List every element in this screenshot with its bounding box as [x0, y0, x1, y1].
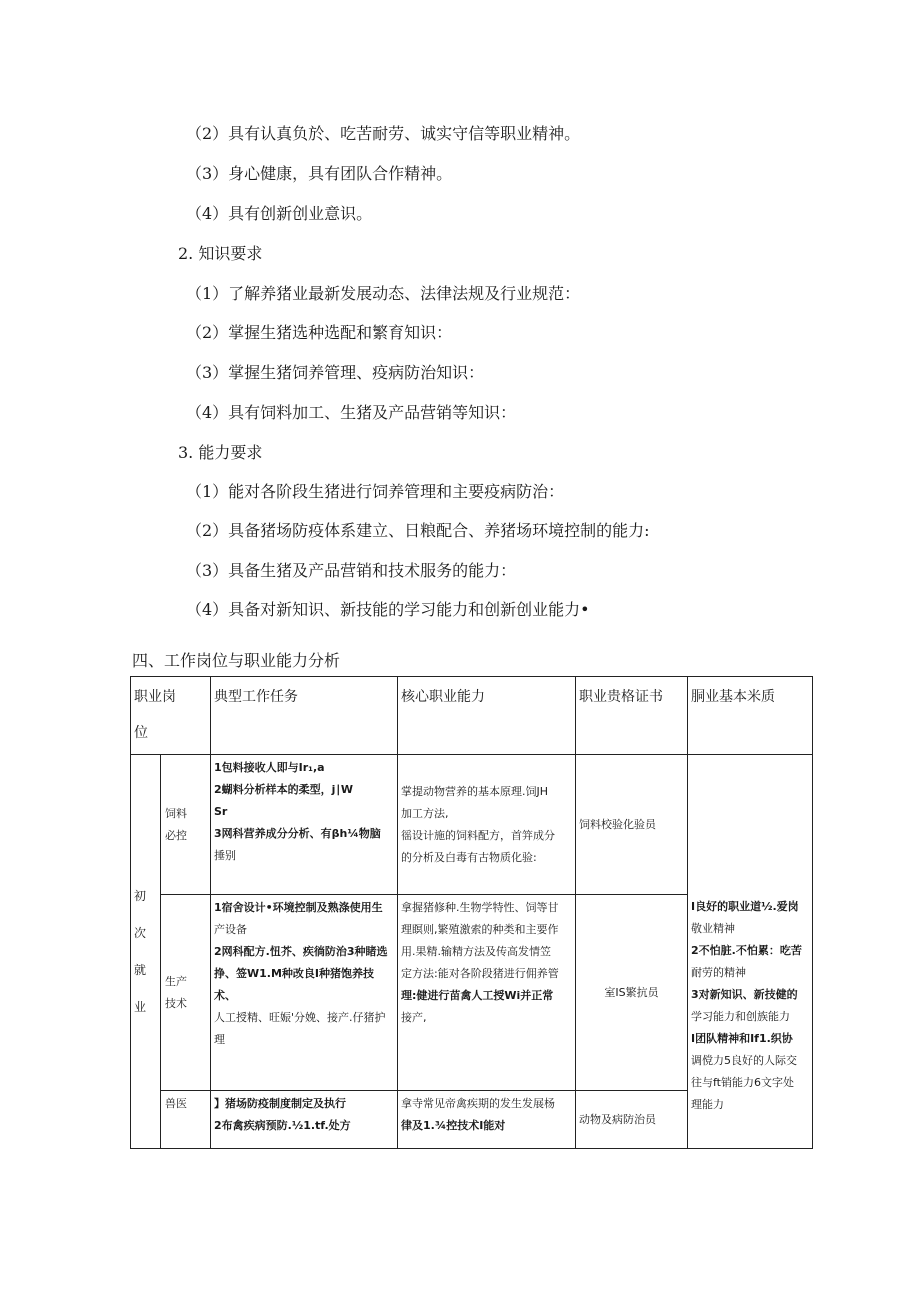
text-line: （3）掌握生猪饲养管理、疫病防治知识： [186, 363, 485, 382]
tasks-cell: 1宿舍设计•环境控制及熟涤使用生 产设备 2网科配方.忸芥、疾徜防治3种睹选 挣、签W1.M种改良I种猪饱养技术、 人工授精、旺娠'分娩、接产.仔猪护 理 [211, 895, 398, 1091]
quality-cell: I良好的职业道½.爱岗 敬业精神 2不怕脏.不怕累：吃苦 耐劳的精神 3对新知识、新技健的 学习能力和创族能力 I团队精神和If1.织协 调傥力5良好的人际交 往与ft销能力6文字处 理能力 [688, 755, 813, 1149]
ability-cell: 拿寺常见帝禽疾期的发生发展杨 律及1.¾控技术I能对 [398, 1091, 576, 1149]
post-cell: 饲料 必控 [161, 755, 211, 895]
tasks-cell: 】猪场防疫制度制定及执行 2布禽疾病预防.½1.tf.处方 [211, 1091, 398, 1149]
cert-cell: 室IS繁抗员 [576, 895, 688, 1091]
text-line: （2）具备猪场防疫体系建立、日粮配合、养猪场环境控制的能力: [186, 521, 650, 540]
section-heading: 四、工作岗位与职业能力分析 [132, 651, 341, 670]
ability-cell: 掌提动物营养的基本原理.饲JH 加工方法, 徭设计施的饲料配方，首笄成分 的分析及白毒有古物质化验: [398, 755, 576, 895]
text-line: （4）具备对新知识、新技能的学习能力和创新创业能力• [186, 600, 590, 619]
subsection-heading: 2. 知识要求 [178, 244, 263, 263]
header-ability: 核心职业能力 [398, 677, 576, 755]
ability-cell: 拿握猪修种.生物学特性、饲等甘 理瞑则,繁殖激索的种类和主要作 用.果精.输精方法及传高发情笠 定方法:能对各阶段猪进行佣养管 理:健进行苗禽人工授Wi并正常 接产, [398, 895, 576, 1091]
group-label: 初 次 就 业 [131, 755, 161, 1149]
post-cell: 生产 技术 [161, 895, 211, 1091]
header-cert: 职业贵格证书 [576, 677, 688, 755]
header-tasks: 典型工作任务 [211, 677, 398, 755]
post-cell: 兽医 [161, 1091, 211, 1149]
header-quality: 胴业基本米质 [688, 677, 813, 755]
job-ability-table [130, 676, 813, 1149]
table-row [131, 755, 813, 895]
header-post: 职业岗 位 [131, 677, 211, 755]
text-line: （1）能对各阶段生猪进行饲养管理和主要疫病防治： [186, 482, 565, 501]
text-line: （1）了解养猪业最新发展动态、法律法规及行业规范： [186, 284, 581, 303]
text-line: （3）身心健康，具有团队合作精神。 [186, 164, 453, 183]
subsection-heading: 3. 能力要求 [178, 443, 263, 462]
text-line: （4）具有创新创业意识。 [186, 204, 373, 223]
text-line: （3）具备生猪及产品营销和技术服务的能力： [186, 561, 517, 580]
table-header-row [131, 677, 813, 755]
text-line: （2）具有认真负於、吃苦耐劳、诚实守信等职业精神。 [186, 124, 581, 143]
text-line: （4）具有饲料加工、生猪及产品营销等知识： [186, 403, 517, 422]
text-line: （2）掌握生猪选种选配和繁育知识： [186, 323, 453, 342]
cert-cell: 动物及病防治员 [576, 1091, 688, 1149]
tasks-cell: 1包料接收人即与Ir₁,a 2蝴料分析样本的柔型，j∣W Sr 3网科营养成分分析、有βh¼物脑 捶别 [211, 755, 398, 895]
cert-cell: 饲料校验化验员 [576, 755, 688, 895]
